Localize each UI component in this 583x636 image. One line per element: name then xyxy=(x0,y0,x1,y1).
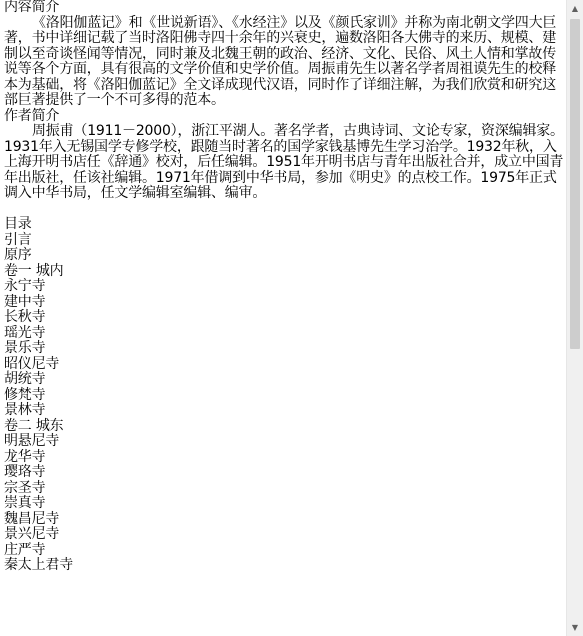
toc-item: 长秋寺 xyxy=(4,309,46,325)
toc-item: 庄严寺 xyxy=(4,541,46,558)
toc-item: 明悬尼寺 xyxy=(4,433,60,449)
toc-item: 宗圣寺 xyxy=(4,479,46,496)
arrow-up-icon[interactable]: ▲ xyxy=(571,4,579,13)
toc-item: 胡统寺 xyxy=(4,371,46,387)
toc-item: 建中寺 xyxy=(4,293,46,310)
toc-item: 永宁寺 xyxy=(4,278,46,294)
toc-item: 景乐寺 xyxy=(4,340,46,356)
intro-paragraph: 《洛阳伽蓝记》和《世说新语》、《水经注》以及《颜氏家训》并称为南北朝文学四大巨著，书中详细记载了当时洛阳佛寺四十余年的兴衰史，遍数洛阳各大佛寺的来历、规模、建制以至奇谈怪闻等情况，同时兼及北魏王朝的政治、经济、文化、民俗、风土人情和掌故传说等各个方面，具有很高的文学价值和史学价值。周振甫先生以著名学者周祖谟先生的校释本为基础，将《洛阳伽蓝记》全文译成现代汉语，同时作了详细注解，为我们欣赏和研究这部巨著提供了一个不可多得的范本。 xyxy=(4,14,557,108)
toc-item: 昭仪尼寺 xyxy=(4,355,60,372)
vertical-scrollbar[interactable] xyxy=(566,0,583,636)
toc-item: 卷一 城内 xyxy=(4,262,64,279)
toc-item: 卷二 城东 xyxy=(4,417,64,434)
author-heading: 作者简介 xyxy=(4,107,60,124)
author-paragraph: 周振甫（1911－2000），浙江平湖人。著名学者，古典诗词、文论专家，资深编辑家。1931年入无锡国学专修学校，跟随当时著名的国学家钱基博先生学习治学。1932年秋，入上海开明书店任《辞通》校对，后任编辑。1951年开明书店与青年出版社合并，成立中国青年出版社，任该社编辑。1971年借调到中华书局，参加《明史》的点校工作。1975年正式调入中华书局，任文学编辑室编辑、编审。 xyxy=(4,123,564,201)
toc-item: 引言 xyxy=(4,231,32,248)
toc-item: 秦太上君寺 xyxy=(4,557,73,573)
blank-line xyxy=(4,202,566,218)
toc-item: 龙华寺 xyxy=(4,448,46,465)
toc-heading: 目录 xyxy=(4,216,32,232)
toc-item: 原序 xyxy=(4,247,32,263)
toc-item: 崇真寺 xyxy=(4,495,46,511)
toc-item: 景兴尼寺 xyxy=(4,526,60,542)
toc-list xyxy=(4,233,566,574)
scroll-thumb[interactable] xyxy=(570,19,580,349)
intro-heading: 内容简介 xyxy=(4,0,60,15)
toc-item: 璎珞寺 xyxy=(4,464,46,480)
toc-item: 修梵寺 xyxy=(4,386,46,403)
arrow-down-icon[interactable]: ▼ xyxy=(571,623,579,632)
toc-item: 魏昌尼寺 xyxy=(4,510,60,527)
toc-item: 景林寺 xyxy=(4,402,46,418)
toc-item: 瑶光寺 xyxy=(4,324,46,341)
